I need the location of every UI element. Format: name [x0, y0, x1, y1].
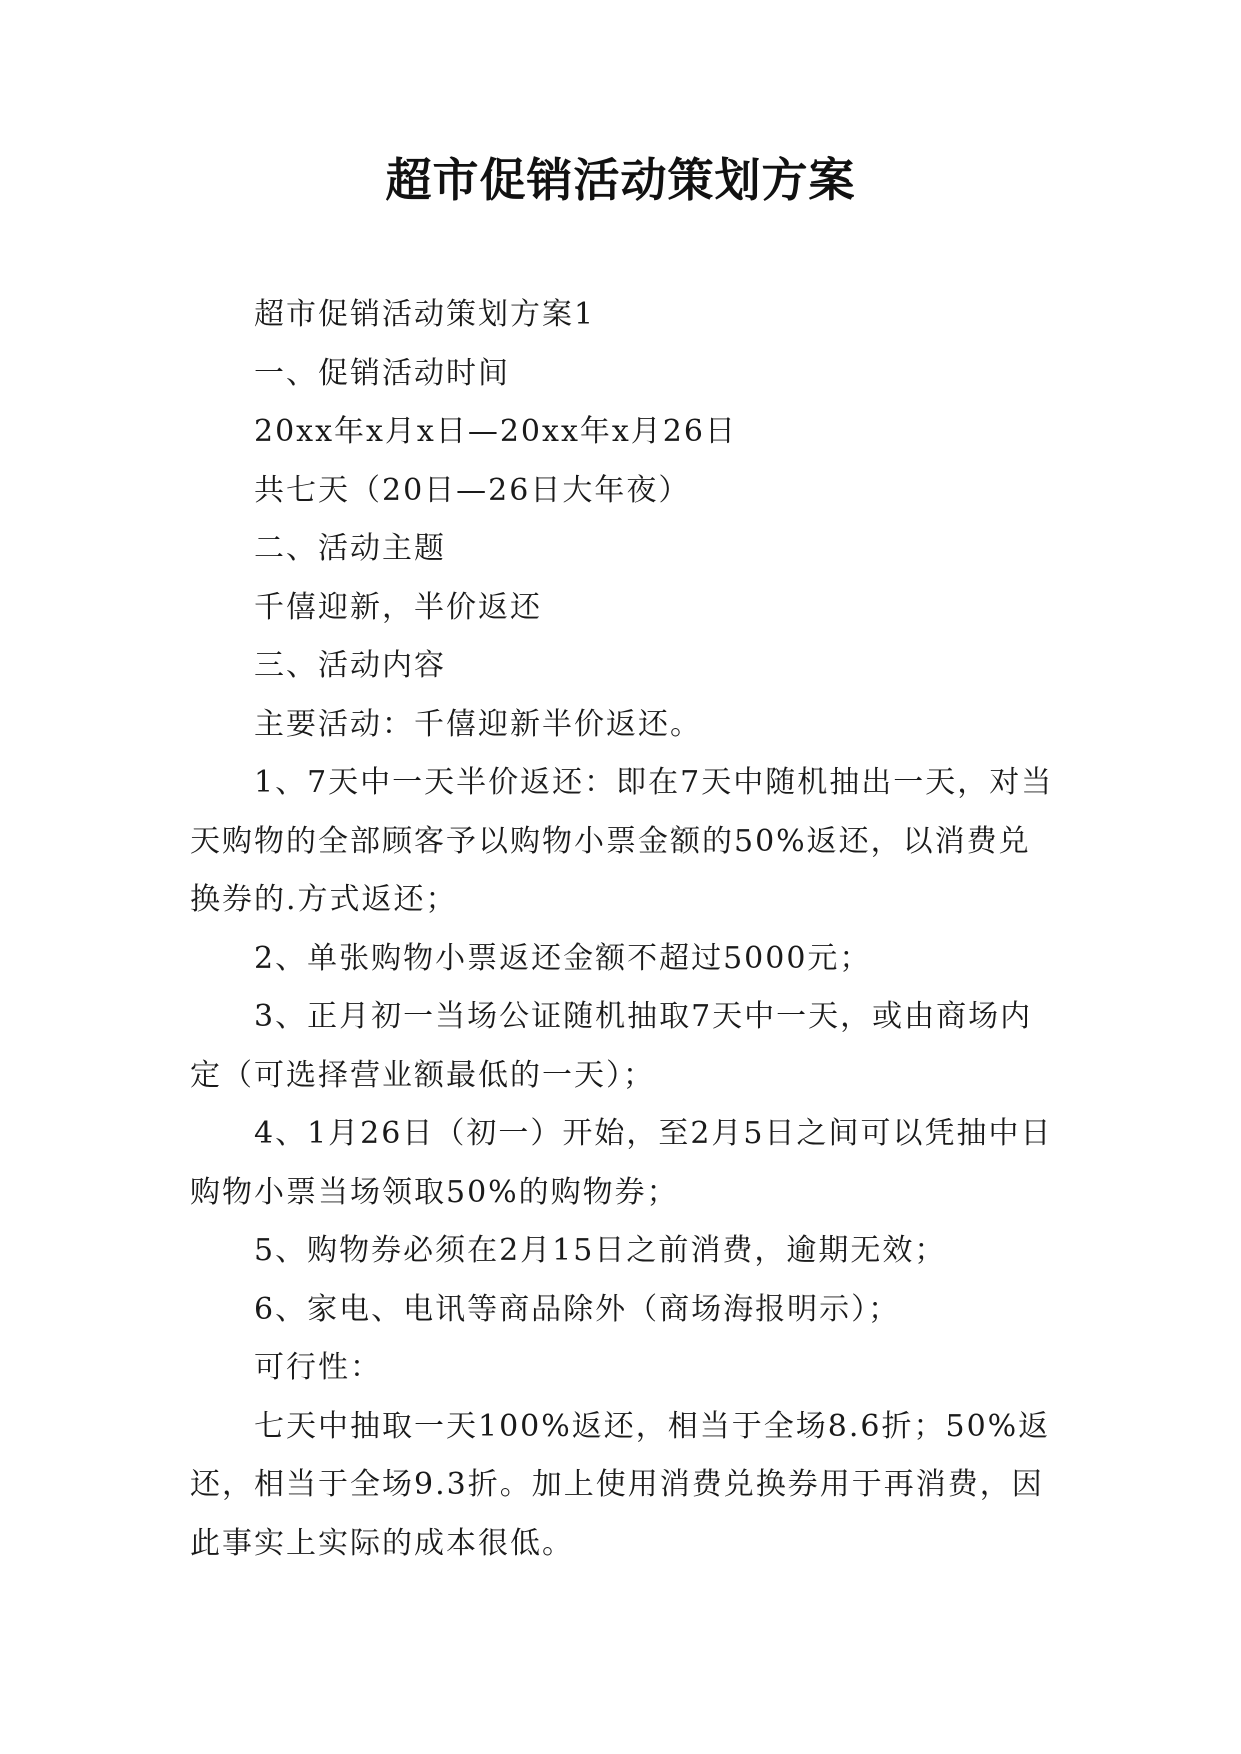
paragraph-date-range: 20xx年x月x日—20xx年x月26日 [254, 414, 737, 449]
paragraph-main-activity: 主要活动：千僖迎新半价返还。 [254, 706, 702, 742]
paragraph-theme-text: 千僖迎新，半价返还 [254, 589, 542, 625]
paragraph-plan-heading: 超市促销活动策划方案1 [254, 297, 596, 332]
paragraph-item-1: 1、7天中一天半价返还：即在7天中随机抽出一天，对当天购物的全部顾客予以购物小票金额的50%返还，以消费兑换券的.方式返还； [190, 765, 1054, 917]
paragraph-item-6: 6、家电、电讯等商品除外（商场海报明示）； [254, 1291, 901, 1327]
document-title: 超市促销活动策划方案 [385, 153, 856, 207]
paragraph-section-time: 一、促销活动时间 [254, 355, 510, 391]
paragraph-section-content: 三、活动内容 [254, 648, 446, 683]
paragraph-feasibility-heading: 可行性： [254, 1350, 382, 1385]
paragraph-item-2: 2、单张购物小票返还金额不超过5000元； [254, 940, 872, 976]
paragraph-section-theme: 二、活动主题 [254, 531, 446, 566]
document-body [190, 286, 1060, 1573]
paragraph-item-5: 5、购物券必须在2月15日之前消费，逾期无效； [254, 1233, 947, 1268]
paragraph-item-4: 4、1月26日（初一）开始，至2月5日之间可以凭抽中日购物小票当场领取50%的购物券； [190, 1116, 1053, 1210]
paragraph-duration: 共七天（20日—26日大年夜） [254, 472, 691, 508]
paragraph-feasibility-text: 七天中抽取一天100%返还，相当于全场8.6折；50%返还，相当于全场9.3折。加上使用消费兑换券用于再消费，因此事实上实际的成本很低。 [190, 1408, 1051, 1561]
paragraph-item-3: 3、正月初一当场公证随机抽取7天中一天，或由商场内定（可选择营业额最低的一天）； [190, 999, 1033, 1093]
